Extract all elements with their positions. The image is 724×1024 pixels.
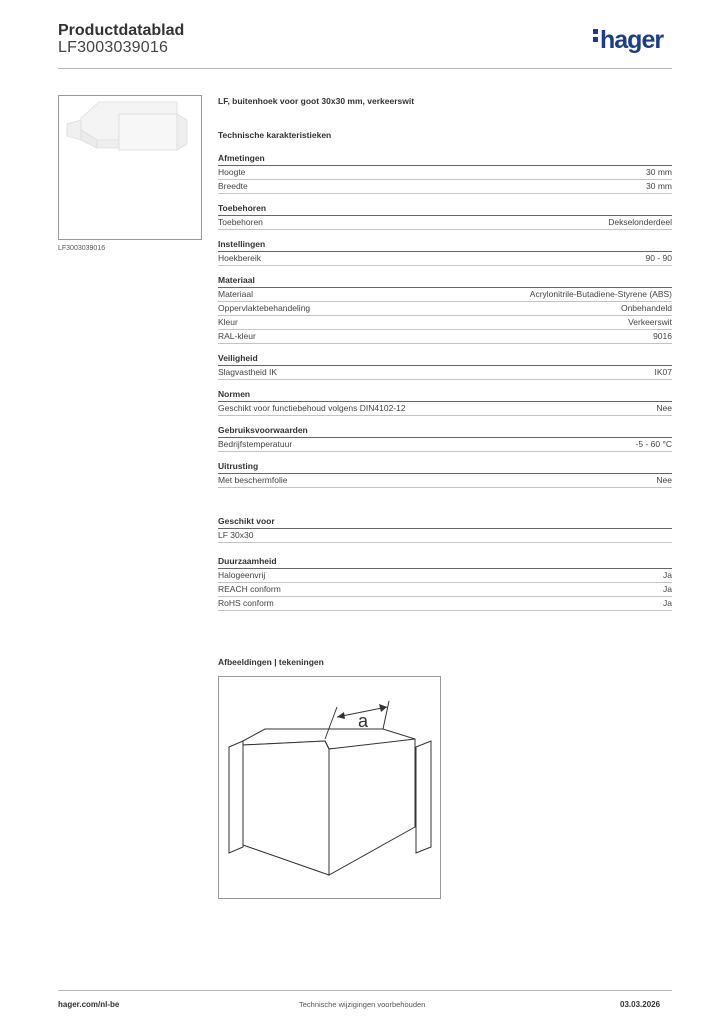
spec-row xyxy=(218,366,672,380)
section-title: Normen xyxy=(218,389,672,402)
spec-label: RAL-kleur xyxy=(218,331,256,341)
spec-label: Bedrijfstemperatuur xyxy=(218,439,293,449)
spec-label: Hoekbereik xyxy=(218,253,261,263)
spec-label: Halogeenvrij xyxy=(218,570,266,580)
spec-value: Ja xyxy=(663,584,672,594)
spec-value: -5 - 60 °C xyxy=(635,439,672,449)
section-afmetingen xyxy=(218,153,672,194)
spec-row xyxy=(218,438,672,452)
section-veiligheid xyxy=(218,353,672,380)
footer-disclaimer: Technische wijzigingen voorbehouden xyxy=(299,1000,426,1009)
spec-row xyxy=(218,597,672,611)
section-title: Instellingen xyxy=(218,239,672,252)
section-title: Afmetingen xyxy=(218,153,672,166)
spec-label: Toebehoren xyxy=(218,217,263,227)
section-gebruiksvoorwaarden xyxy=(218,425,672,452)
spec-row xyxy=(218,529,672,543)
spec-row xyxy=(218,166,672,180)
technical-drawing xyxy=(218,676,441,899)
spec-row xyxy=(218,402,672,416)
footer-date: 03.03.2026 xyxy=(620,1000,661,1009)
section-toebehoren xyxy=(218,203,672,230)
product-title: LF, buitenhoek voor goot 30x30 mm, verkeerswit xyxy=(218,96,415,106)
spec-label: Met beschermfolie xyxy=(218,475,288,485)
spec-row xyxy=(218,474,672,488)
spec-value: 9016 xyxy=(653,331,672,341)
section-suitable xyxy=(218,516,672,543)
spec-row xyxy=(218,216,672,230)
spec-label: Breedte xyxy=(218,181,248,191)
header-divider xyxy=(58,68,672,69)
section-uitrusting xyxy=(218,461,672,488)
footer-divider xyxy=(58,990,672,991)
section-title: Gebruiksvoorwaarden xyxy=(218,425,672,438)
spec-value: Dekselonderdeel xyxy=(608,217,672,227)
product-code: LF3003039016 xyxy=(58,39,169,56)
spec-label: Slagvastheid IK xyxy=(218,367,278,377)
spec-row xyxy=(218,252,672,266)
spec-value: Nee xyxy=(656,475,672,485)
spec-label: RoHS conform xyxy=(218,598,274,608)
section-sustainability xyxy=(218,556,672,611)
spec-row xyxy=(218,180,672,194)
logo-text: hager xyxy=(600,26,664,54)
section-title: Toebehoren xyxy=(218,203,672,216)
spec-value: Verkeerswit xyxy=(628,317,672,327)
spec-row xyxy=(218,330,672,344)
spec-label: Oppervlaktebehandeling xyxy=(218,303,311,313)
spec-row xyxy=(218,302,672,316)
footer-website: hager.com/nl-be xyxy=(58,1000,120,1009)
corner-drawing-svg xyxy=(219,677,440,898)
spec-value: 30 mm xyxy=(646,167,672,177)
spec-value: Nee xyxy=(656,403,672,413)
tech-characteristics-title: Technische karakteristieken xyxy=(218,130,332,140)
corner-piece-image xyxy=(59,96,201,239)
spec-label: Materiaal xyxy=(218,289,253,299)
hager-logo xyxy=(593,26,663,55)
spec-value: Acrylonitrile-Butadiene-Styrene (ABS) xyxy=(529,289,672,299)
product-thumbnail xyxy=(58,95,202,240)
section-title: Geschikt voor xyxy=(218,516,672,529)
logo-dots-icon xyxy=(593,29,598,45)
spec-label: Geschikt voor functiebehoud volgens DIN4102-12 xyxy=(218,403,406,413)
spec-row xyxy=(218,316,672,330)
spec-label: LF 30x30 xyxy=(218,530,254,540)
spec-value: 30 mm xyxy=(646,181,672,191)
section-title: Veiligheid xyxy=(218,353,672,366)
spec-label: Kleur xyxy=(218,317,238,327)
spec-sections xyxy=(218,153,672,488)
spec-row xyxy=(218,569,672,583)
section-normen xyxy=(218,389,672,416)
section-title: Uitrusting xyxy=(218,461,672,474)
section-title: Materiaal xyxy=(218,275,672,288)
spec-value: Ja xyxy=(663,598,672,608)
spec-label: Hoogte xyxy=(218,167,246,177)
section-materiaal xyxy=(218,275,672,344)
dimension-label: a xyxy=(358,711,369,731)
page-title: Productdatablad xyxy=(58,22,185,39)
spec-row xyxy=(218,288,672,302)
section-instellingen xyxy=(218,239,672,266)
spec-value: IK07 xyxy=(654,367,672,377)
spec-content xyxy=(218,96,672,611)
spec-value: 90 - 90 xyxy=(645,253,672,263)
spec-row xyxy=(218,583,672,597)
spec-label: REACH conform xyxy=(218,584,281,594)
spec-value: Onbehandeld xyxy=(620,303,672,313)
thumbnail-caption: LF3003039016 xyxy=(58,245,106,252)
spec-value: Ja xyxy=(663,570,672,580)
drawings-title: Afbeeldingen | tekeningen xyxy=(218,657,324,667)
section-title: Duurzaamheid xyxy=(218,556,672,569)
